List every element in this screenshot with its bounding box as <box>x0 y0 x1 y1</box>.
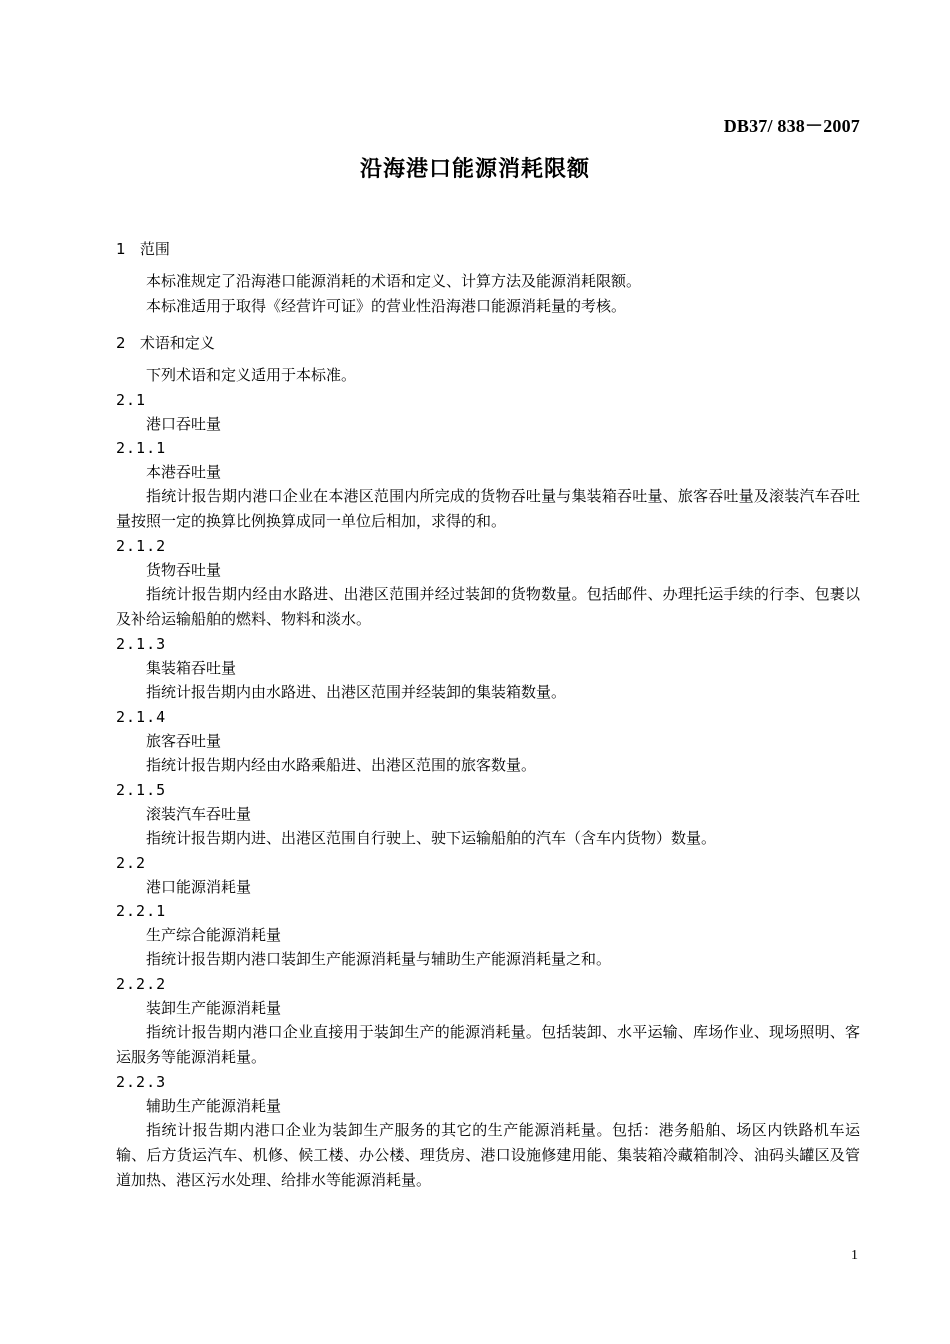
term-definition: 指统计报告期内经由水路乘船进、出港区范围的旅客数量。 <box>146 756 537 774</box>
clause-number: 2.1.1 <box>116 439 167 457</box>
term-title: 生产综合能源消耗量 <box>146 926 282 944</box>
term-title: 本港吞吐量 <box>146 463 222 481</box>
clause-number: 2.1.3 <box>116 635 167 653</box>
term-title: 集装箱吞吐量 <box>146 659 237 677</box>
term-definition: 指统计报告期内由水路进、出港区范围并经装卸的集装箱数量。 <box>146 683 567 701</box>
clause-number: 2.1.4 <box>116 708 167 726</box>
term-definition: 指统计报告期内港口装卸生产能源消耗量与辅助生产能源消耗量之和。 <box>146 950 612 968</box>
clause-number: 2.2.3 <box>116 1073 167 1091</box>
term-title: 滚装汽车吞吐量 <box>146 805 252 823</box>
term-title: 港口能源消耗量 <box>146 878 252 896</box>
clause-number: 2.1 <box>116 391 147 409</box>
term-definition: 指统计报告期内进、出港区范围自行驶上、驶下运输船舶的汽车（含车内货物）数量。 <box>146 829 717 847</box>
term-definition: 指统计报告期内港口企业直接用于装卸生产的能源消耗量。包括装卸、水平运输、库场作业、现场照明、客运服务等能源消耗量。 <box>116 1023 860 1066</box>
term-definition: 指统计报告期内港口企业在本港区范围内所完成的货物吞吐量与集装箱吞吐量、旅客吞吐量及滚装汽车吞吐量按照一定的换算比例换算成同一单位后相加，求得的和。 <box>116 487 860 530</box>
paragraph: 下列术语和定义适用于本标准。 <box>146 366 357 384</box>
paragraph: 本标准适用于取得《经营许可证》的营业性沿海港口能源消耗量的考核。 <box>146 297 627 315</box>
document-body <box>116 237 860 1193</box>
term-title: 装卸生产能源消耗量 <box>146 999 282 1017</box>
term-definition: 指统计报告期内港口企业为装卸生产服务的其它的生产能源消耗量。包括：港务船舶、场区内铁路机车运输、后方货运汽车、机修、候工楼、办公楼、理货房、港口设施修建用能、集装箱冷藏箱制冷、油码头罐区及管道加热、港区污水处理、给排水等能源消耗量。 <box>116 1121 860 1189</box>
clause-number: 2.2.2 <box>116 975 167 993</box>
clause-number: 2.2.1 <box>116 902 167 920</box>
term-definition: 指统计报告期内经由水路进、出港区范围并经过装卸的货物数量。包括邮件、办理托运手续的行李、包裹以及补给运输船舶的燃料、物料和淡水。 <box>116 585 860 628</box>
paragraph: 本标准规定了沿海港口能源消耗的术语和定义、计算方法及能源消耗限额。 <box>146 272 642 290</box>
term-title: 辅助生产能源消耗量 <box>146 1097 282 1115</box>
page-number: 1 <box>851 1248 858 1263</box>
term-title: 旅客吞吐量 <box>146 732 222 750</box>
clause-number: 2.2 <box>116 854 147 872</box>
term-title: 港口吞吐量 <box>146 415 222 433</box>
clause-number: 2.1.5 <box>116 781 167 799</box>
document-title: 沿海港口能源消耗限额 <box>359 157 590 182</box>
standard-code: DB37/ 838－2007 <box>723 116 860 136</box>
section-heading-terms: 2 术语和定义 <box>116 334 215 352</box>
clause-number: 2.1.2 <box>116 537 167 555</box>
term-title: 货物吞吐量 <box>146 561 222 579</box>
section-heading-scope: 1 范围 <box>116 240 170 258</box>
